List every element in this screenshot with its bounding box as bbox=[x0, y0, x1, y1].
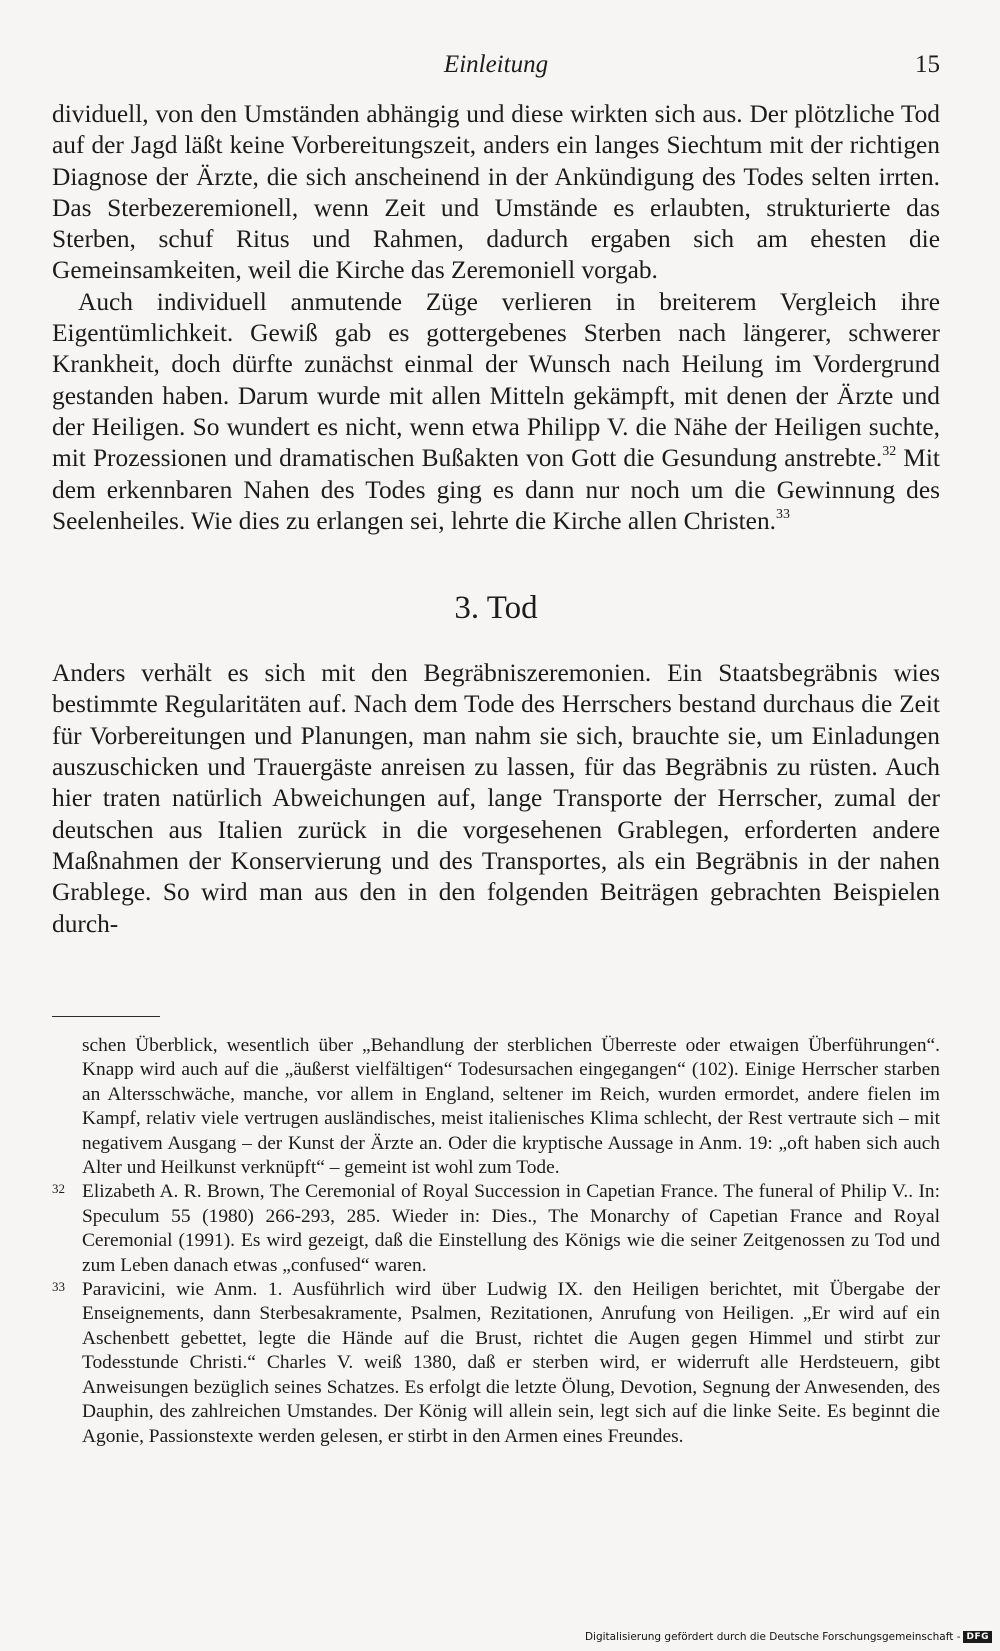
paragraph-3: Anders verhält es sich mit den Begräbniszeremonien. Ein Staatsbegräbnis wies bestimmte Regularitäten auf. Nach dem Tode des Herrschers bestand durchaus die Zeit für Vorbereitungen und Planungen, man nahm sie sich, brauchte sie, um Einladungen auszuschicken und Trauergäste anreisen zu lassen, für das Begräbnis zu rüsten. Auch hier traten natürlich Abweichungen auf, lange Transporte der Herrscher, zumal der deutschen aus Italien zurück in die vorgesehenen Grablegen, erforderten andere Maßnahmen der Konservierung und des Transportes, als ein Begräbnis in der nahen Grablege. So wird man aus den in den folgenden Beiträgen gebrachten Beispielen durch- bbox=[52, 659, 940, 938]
credit-text: Digitalisierung gefördert durch die Deutsche Forschungsgemeinschaft - bbox=[584, 1631, 961, 1643]
body-text bbox=[52, 99, 940, 940]
footnotes bbox=[52, 1034, 940, 1449]
footnote-32 bbox=[52, 1180, 940, 1278]
footnote-continued-text: schen Überblick, wesentlich über „Behandlung der sterblichen Überreste oder etwaigen Überführungen“. Knapp wird auch auf die „äußerst vielfältigen“ Todesursachen eingegangen“ (102). Einige Herrscher starben an Altersschwäche, manche, vor allem in England, seltener im Reich, wurden ermordet, andere fielen im Kampf, relativ viele vertrugen ausländisches, meist italienisches Klima schlecht, der Rest vertraute sich – mit negativem Ausgang – der Kunst der Ärzte an. Oder die kryptische Aussage in Anm. 19: „oft haben sich auch Alter und Heilkunst verknüpft“ – gemeint ist wohl zum Tode. bbox=[82, 1035, 940, 1179]
page-number: 15 bbox=[915, 51, 940, 78]
section-heading: 3. Tod bbox=[454, 590, 538, 627]
footnote-ref-32[interactable]: 32 bbox=[882, 444, 897, 460]
footnote-separator bbox=[52, 1016, 160, 1017]
paragraph-1: dividuell, von den Umständen abhängig und diese wirkten sich aus. Der plötzliche Tod auf der Jagd läßt keine Vorbereitungszeit, anders ein langes Siechtum mit der richtigen Diagnose der Ärzte, die sich anscheinend in der Ankündigung des Todes selten irrten. Das Sterbezeremionell, wenn Zeit und Umstände es erlaubten, strukturierte das Sterben, schuf Ritus und Rahmen, dadurch ergaben sich am ehesten die Gemeinsamkeiten, weil die Kirche das Zeremoniell vorgab. bbox=[52, 100, 940, 285]
running-head bbox=[52, 48, 940, 82]
footnote-number: 33 bbox=[52, 1279, 65, 1295]
footnote-ref-33[interactable]: 33 bbox=[776, 506, 790, 522]
footnote-number: 32 bbox=[52, 1181, 65, 1197]
running-title: Einleitung bbox=[443, 51, 549, 78]
footnote-continued bbox=[52, 1034, 940, 1180]
footnote-33 bbox=[52, 1278, 940, 1449]
paragraph-2-text-a: Auch individuell anmutende Züge verlieren in breiterem Vergleich ihre Eigentümlichkeit. Gewiß gab es gottergebenes Sterben nach längerer, schwerer Krankheit, doch dürfte zunächst einmal der Wunsch nach Heilung im Vordergrund gestanden haben. Darum wurde mit allen Mitteln gekämpft, mit denen der Ärzte und der Heiligen. So wundert es nicht, wenn etwa Philipp V. die Nähe der Heiligen suchte, mit Prozessionen und dramatischen Bußakten von Gott die Gesundung anstrebte. bbox=[52, 287, 940, 473]
paragraph-2-text-b: Mit dem erkennbaren Nahen des Todes ging es dann nur noch um die Gewinnung des Seelenheiles. Wie dies zu erlangen sei, lehrte die Kirche allen Christen. bbox=[52, 444, 940, 535]
paragraph-2 bbox=[52, 287, 940, 537]
footnote-text: Elizabeth A. R. Brown, The Ceremonial of Royal Succession in Capetian France. The funeral of Philip V.. In: Speculum 55 (1980) 266-293, 285. Wieder in: Dies., The Monarchy of Capetian France and Royal Ceremonial (1991). Es wird gezeigt, daß die Einstellung des Königs wie die seiner Zeitgenossen zu Tod und zum Leben danach etwas „confused“ waren. bbox=[82, 1181, 940, 1276]
digitization-credit bbox=[585, 1630, 992, 1644]
footnote-text: Paravicini, wie Anm. 1. Ausführlich wird über Ludwig IX. den Heiligen berichtet, mit Übergabe der Enseignements, dann Sterbesakramente, Psalmen, Rezitationen, Anrufung von Heiligen. „Er wird auf ein Aschenbett gebettet, legte die Hände auf die Brust, richtet die Augen gegen Himmel und stirbt zur Todesstunde Christi.“ Charles V. weiß 1380, daß er sterben wird, er widerruft alle Herdsteuern, gibt Anweisungen bezüglich seines Schatzes. Es erfolgt die letzte Ölung, Devotion, Segnung der Anwesenden, des Dauphin, des zahlreichen Umstandes. Der König will allein sein, legt sich auf die linke Seite. Es beginnt die Agonie, Passionstexte werden gelesen, er stirbt in den Armen eines Freundes. bbox=[82, 1279, 940, 1447]
dfg-logo-icon: DFG bbox=[963, 1631, 992, 1643]
